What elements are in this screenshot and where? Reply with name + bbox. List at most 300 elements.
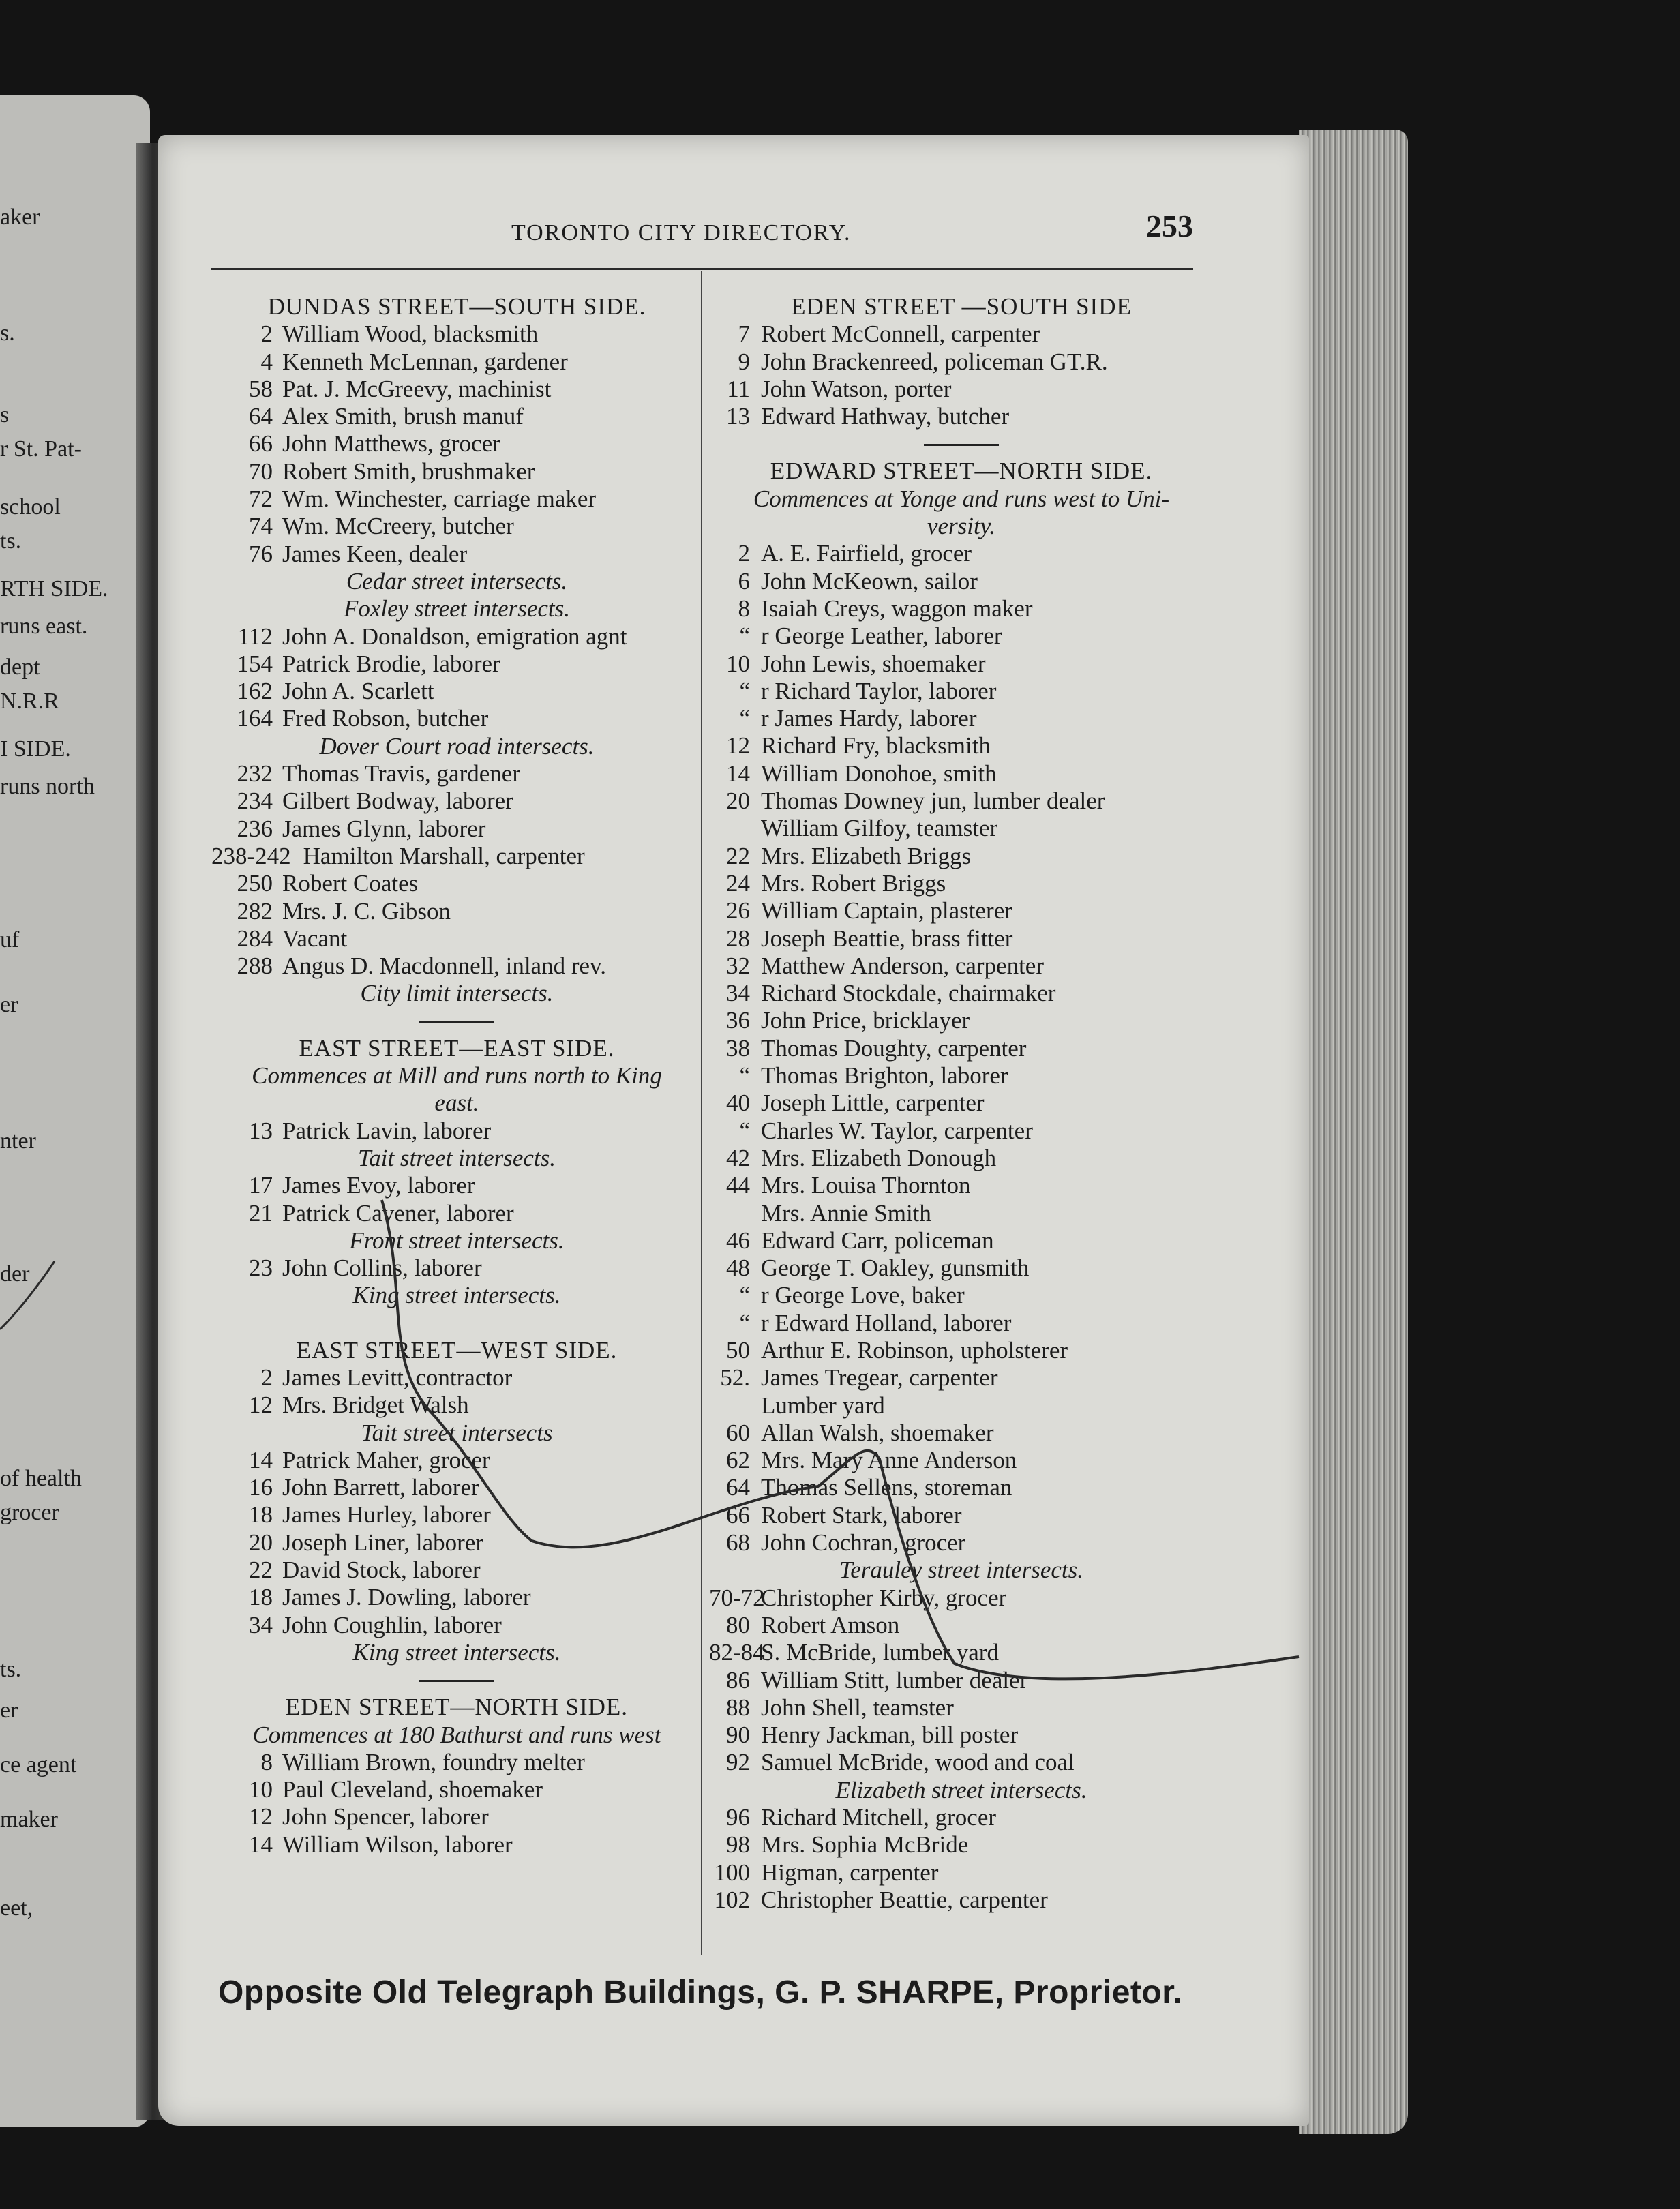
house-number: 12 [249,1803,273,1831]
house-number: 154 [237,650,273,677]
house-number: 90 [726,1722,750,1749]
resident-name: James Keen, dealer [282,540,468,567]
facing-page-fragment: maker [0,1807,58,1832]
directory-entry [709,540,1214,567]
resident-name: Mrs. Annie Smith [761,1199,931,1227]
house-number: 24 [726,869,750,897]
house-number: 2 [260,1364,273,1391]
directory-entry [709,1804,1214,1831]
resident-name: William Gilfoy, teamster [761,815,998,842]
resident-name: John Coughlin, laborer [282,1611,502,1638]
resident-name: Fred Robson, butcher [282,705,489,732]
house-number: 46 [726,1227,750,1254]
resident-name: Mrs. Mary Anne Anderson [761,1447,1017,1474]
directory-entry [211,485,702,513]
resident-name: John Watson, porter [761,375,952,402]
directory-entry [211,1557,702,1584]
resident-name: William Captain, plasterer [761,897,1012,925]
directory-entry [709,1364,1214,1392]
directory-entry [211,1612,702,1639]
resident-name: Mrs. Elizabeth Briggs [761,842,972,869]
facing-page-fragment: ts. [0,528,22,554]
resident-name: Richard Mitchell, grocer [761,1804,997,1831]
directory-entry [709,1859,1214,1887]
resident-name: James Glynn, laborer [282,815,486,842]
directory-entry [211,1364,702,1392]
directory-entry [709,1090,1214,1117]
directory-entry [709,1007,1214,1034]
directory-entry [211,1831,702,1859]
directory-entry [709,1200,1214,1227]
house-number: 74 [249,513,273,540]
house-number: 36 [726,1007,750,1034]
house-number: 14 [249,1831,273,1858]
house-number: 82-84 [709,1639,765,1666]
house-number: 282 [237,897,273,925]
running-title: TORONTO CITY DIRECTORY. [511,220,852,245]
intersection-note: King street intersects. [352,1282,561,1309]
resident-name: John Brackenreed, policeman GT.R. [761,348,1108,375]
house-number: 10 [726,650,750,677]
resident-name: William Brown, foundry melter [282,1748,585,1775]
directory-entry [709,1337,1214,1364]
house-number: 22 [726,842,750,869]
resident-name: David Stock, laborer [282,1557,481,1584]
house-number: 64 [249,403,273,430]
directory-entry [709,843,1214,870]
directory-entry [211,458,702,485]
directory-entry [709,1722,1214,1749]
directory-entry [709,705,1214,732]
intersection-note: Dover Court road intersects. [319,732,595,760]
house-number: 4 [260,348,273,375]
intersection-note: Commences at Mill and runs north to King [252,1062,662,1090]
resident-name: Richard Fry, blacksmith [761,732,991,760]
resident-name: r George Love, baker [761,1282,965,1309]
directory-entry [709,897,1214,925]
directory-entry [211,1172,702,1199]
directory-entry [709,1831,1214,1859]
directory-entry [211,376,702,403]
intersection-note: Elizabeth street intersects. [835,1776,1088,1803]
resident-name: S. McBride, lumber yard [761,1639,999,1666]
resident-name: Christopher Kirby, grocer [761,1584,1007,1611]
facing-page-fragment: aker [0,205,40,230]
house-number: 14 [249,1446,273,1473]
directory-entry [709,1227,1214,1254]
resident-name: James Evoy, laborer [282,1172,475,1199]
directory-entry [211,678,702,705]
directory-entry [709,1667,1214,1694]
resident-name: Hamilton Marshall, carpenter [303,842,585,869]
house-number: 28 [726,925,750,952]
resident-name: Higman, carpenter [761,1859,939,1886]
house-number: 70-72 [709,1584,765,1611]
resident-name: James J. Dowling, laborer [282,1584,531,1611]
resident-name: Mrs. Sophia McBride [761,1831,969,1859]
house-number: 66 [726,1501,750,1529]
house-number: 12 [726,732,750,760]
house-number: 70 [249,457,273,485]
intersection-note: Terauley street intersects. [839,1557,1084,1584]
directory-entry [211,843,702,870]
directory-entry [211,1200,702,1227]
house-number: 10 [249,1776,273,1803]
resident-name: Angus D. Macdonnell, inland rev. [282,952,606,980]
house-number: 80 [726,1611,750,1638]
spacer [211,1310,702,1337]
house-number: 42 [726,1144,750,1171]
resident-name: John Collins, laborer [282,1254,482,1282]
house-number: 20 [726,787,750,815]
resident-name: Thomas Downey jun, lumber dealer [761,787,1105,815]
directory-entry [709,732,1214,760]
street-heading: EDEN STREET—NORTH SIDE. [285,1694,629,1721]
resident-name: r Edward Holland, laborer [761,1309,1012,1336]
house-number: “ [739,677,750,704]
directory-entry [709,1887,1214,1914]
directory-entry [211,430,702,457]
house-number: “ [739,1062,750,1090]
house-number: 26 [726,897,750,925]
resident-name: Henry Jackman, bill poster [761,1722,1019,1749]
house-number: 11 [727,375,750,402]
house-number: “ [739,622,750,650]
house-number: 18 [249,1584,273,1611]
directory-entry [709,1694,1214,1722]
resident-name: Mrs. Louisa Thornton [761,1172,971,1199]
house-number: 284 [237,925,273,952]
house-number: 234 [237,787,273,815]
facing-page-fragment: runs north [0,774,95,799]
directory-entry [709,1419,1214,1447]
intersection-note: Tait street intersects [361,1419,553,1446]
intersection-note: Commences at 180 Bathurst and runs west [252,1721,661,1748]
house-number: 288 [237,952,273,980]
house-number: 250 [237,870,273,897]
resident-name: John Spencer, laborer [282,1803,489,1831]
house-number: 88 [726,1694,750,1721]
resident-name: George T. Oakley, gunsmith [761,1254,1030,1282]
directory-entry [211,320,702,348]
resident-name: Christopher Beattie, carpenter [761,1886,1048,1913]
directory-entry [211,760,702,787]
resident-name: r James Hardy, laborer [761,705,977,732]
resident-name: Edward Carr, policeman [761,1227,994,1254]
house-number: 38 [726,1034,750,1062]
house-number: “ [739,705,750,732]
house-number: 52. [720,1364,750,1392]
facing-page-text [0,95,143,2127]
directory-entry [211,1474,702,1501]
facing-page-fragment: school [0,494,61,520]
resident-name: Robert Smith, brushmaker [282,457,535,485]
directory-entry [211,898,702,925]
facing-page-fragment: s. [0,320,15,346]
directory-entry [211,1529,702,1557]
resident-name: John Cochran, grocer [761,1529,966,1557]
facing-page-fragment: of health [0,1466,82,1491]
directory-entry [709,815,1214,842]
resident-name: Patrick Maher, grocer [282,1446,490,1473]
facing-page-fragment: ce agent [0,1752,77,1777]
directory-entry [709,348,1214,376]
directory-entry [211,1776,702,1803]
directory-entry [211,925,702,952]
facing-page-fragment: N.R.R [0,689,59,714]
house-number: 22 [249,1557,273,1584]
house-number: 236 [237,815,273,842]
street-heading: DUNDAS STREET—SOUTH SIDE. [267,293,646,320]
house-number: 232 [237,760,273,787]
resident-name: Patrick Cavener, laborer [282,1199,514,1227]
house-number: 112 [237,622,273,650]
intersection-note: Commences at Yonge and runs west to Uni- [753,485,1170,512]
resident-name: Paul Cleveland, shoemaker [282,1776,543,1803]
house-number: 98 [726,1831,750,1859]
intersection-note: Tait street intersects. [357,1144,556,1171]
house-number: 8 [738,595,750,622]
resident-name: Allan Walsh, shoemaker [761,1419,994,1446]
resident-name: John A. Scarlett [282,678,434,705]
street-heading: EDWARD STREET—NORTH SIDE. [770,457,1153,485]
house-number: 68 [726,1529,750,1557]
directory-entry [709,622,1214,650]
resident-name: Thomas Sellens, storeman [761,1474,1012,1501]
directory-entry [211,1392,702,1419]
house-number: “ [739,1282,750,1309]
directory-entry [211,403,702,430]
intersection-note: Cedar street intersects. [346,567,568,595]
house-number: “ [739,1309,750,1336]
directory-entry [709,1310,1214,1337]
facing-page-fragment: ts. [0,1657,22,1682]
resident-name: Lumber yard [761,1392,885,1419]
resident-name: William Stitt, lumber dealer [761,1666,1028,1694]
street-heading: EAST STREET—WEST SIDE. [296,1336,618,1364]
directory-entry [211,1447,702,1474]
directory-entry [211,348,702,376]
house-number: 64 [726,1474,750,1501]
directory-entry [211,1254,702,1282]
page-number: 253 [1146,209,1193,243]
resident-name: William Wilson, laborer [282,1831,513,1858]
house-number: 12 [249,1392,273,1419]
resident-name: r Richard Taylor, laborer [761,677,997,704]
house-number: 23 [249,1254,273,1282]
directory-entry [709,320,1214,348]
page-header [211,208,1193,262]
facing-page-fragment: s [0,402,10,427]
facing-page-fragment: der [0,1261,30,1287]
directory-entry [709,1392,1214,1419]
resident-name: John Barrett, laborer [282,1474,479,1501]
directory-entry [709,1502,1214,1529]
directory-entry [211,787,702,815]
house-number: 9 [738,348,750,375]
directory-entry [709,1584,1214,1612]
house-number: 17 [249,1172,273,1199]
house-number: 96 [726,1804,750,1831]
resident-name: Robert McConnell, carpenter [761,320,1040,348]
directory-entry [709,925,1214,952]
resident-name: Matthew Anderson, carpenter [761,952,1044,979]
intersection-note: versity. [927,513,996,540]
resident-name: Thomas Brighton, laborer [761,1062,1008,1090]
directory-entry [211,1749,702,1776]
directory-entry [709,952,1214,980]
house-number: 72 [249,485,273,513]
intersection-note: Foxley street intersects. [343,595,571,622]
resident-name: Samuel McBride, wood and coal [761,1749,1075,1776]
house-number: 20 [249,1529,273,1556]
house-number: 238-242 [211,842,291,869]
house-number: 14 [726,760,750,787]
resident-name: Kenneth McLennan, gardener [282,348,568,375]
resident-name: Vacant [282,925,348,952]
house-number: 21 [249,1199,273,1227]
directory-entry [211,1803,702,1831]
resident-name: Thomas Doughty, carpenter [761,1034,1027,1062]
house-number: 100 [714,1859,750,1886]
right-column [709,293,1214,1914]
facing-page-fragment: eet, [0,1895,33,1921]
house-number: 162 [237,678,273,705]
left-column [211,293,702,1859]
resident-name: Mrs. Robert Briggs [761,869,946,897]
facing-page-fragment: er [0,992,18,1017]
directory-entry [709,1282,1214,1309]
resident-name: Joseph Beattie, brass fitter [761,925,1013,952]
directory-entry [211,623,702,650]
intersection-note: City limit intersects. [360,980,554,1007]
directory-entry [709,376,1214,403]
directory-entry [709,1447,1214,1474]
resident-name: James Hurley, laborer [282,1501,491,1529]
section-rule [211,1008,702,1035]
house-number: 66 [249,430,273,457]
house-number: 8 [260,1748,273,1775]
directory-entry [709,650,1214,678]
resident-name: Patrick Brodie, laborer [282,650,500,677]
directory-entry [211,650,702,678]
directory-entry [211,1501,702,1529]
resident-name: Charles W. Taylor, carpenter [761,1117,1033,1144]
house-number: 7 [738,320,750,348]
resident-name: Mrs. Bridget Walsh [282,1392,469,1419]
section-rule [709,430,1214,457]
house-number: 34 [249,1611,273,1638]
footer-advertisement: Opposite Old Telegraph Buildings, G. P. SHARPE, Proprietor. [218,1974,1183,2011]
resident-name: William Donohoe, smith [761,760,997,787]
directory-entry [709,870,1214,897]
facing-page-fragment: runs east. [0,614,88,639]
resident-name: Robert Coates [282,870,419,897]
house-number: 62 [726,1447,750,1474]
directory-entry [709,1145,1214,1172]
directory-entry [709,760,1214,787]
resident-name: Patrick Lavin, laborer [282,1117,492,1144]
house-number: 2 [260,320,273,348]
resident-name: Wm. Winchester, carriage maker [282,485,597,513]
intersection-note: east. [434,1090,479,1117]
house-number: 6 [738,567,750,595]
house-number: 58 [249,375,273,402]
directory-entry [211,815,702,843]
street-heading: EAST STREET—EAST SIDE. [299,1034,615,1062]
resident-name: John McKeown, sailor [761,567,978,595]
resident-name: Wm. McCreery, butcher [282,513,514,540]
directory-entry [709,403,1214,430]
directory-entry [211,541,702,568]
intersection-note: Front street intersects. [349,1227,565,1254]
house-number: 50 [726,1336,750,1364]
house-number: 76 [249,540,273,567]
resident-name: Joseph Little, carpenter [761,1090,985,1117]
directory-entry [709,1474,1214,1501]
resident-name: James Tregear, carpenter [761,1364,998,1392]
house-number: 34 [726,980,750,1007]
house-number: 2 [738,540,750,567]
resident-name: Isaiah Creys, waggon maker [761,595,1033,622]
directory-entry [709,595,1214,622]
resident-name: r George Leather, laborer [761,622,1002,650]
facing-page-fragment: I SIDE. [0,736,71,762]
directory-entry [709,1035,1214,1062]
resident-name: Robert Stark, laborer [761,1501,962,1529]
directory-entry [211,870,702,897]
resident-name: Joseph Liner, laborer [282,1529,484,1556]
directory-entry [709,1117,1214,1145]
directory-entry [211,705,702,732]
facing-page-fragment: dept [0,655,40,680]
house-number: 18 [249,1501,273,1529]
directory-entry [709,1612,1214,1639]
house-number: 13 [249,1117,273,1144]
directory-entry [709,1254,1214,1282]
facing-page-fragment: r St. Pat- [0,436,82,462]
resident-name: John Shell, teamster [761,1694,954,1721]
directory-entry [211,1117,702,1145]
resident-name: A. E. Fairfield, grocer [761,540,972,567]
resident-name: Alex Smith, brush manuf [282,403,524,430]
facing-page-fragment: uf [0,927,20,952]
house-number: 48 [726,1254,750,1282]
house-number: 16 [249,1474,273,1501]
directory-entry [709,1749,1214,1776]
directory-entry [709,980,1214,1007]
resident-name: John Matthews, grocer [282,430,500,457]
house-number: 32 [726,952,750,979]
resident-name: Thomas Travis, gardener [282,760,520,787]
house-number: 60 [726,1419,750,1446]
directory-entry [709,1639,1214,1666]
resident-name: John A. Donaldson, emigration agnt [282,622,627,650]
facing-page-fragment: er [0,1698,18,1723]
resident-name: Arthur E. Robinson, upholsterer [761,1336,1068,1364]
facing-page-fragment: grocer [0,1500,59,1525]
house-number: 44 [726,1172,750,1199]
directory-entry [709,1172,1214,1199]
house-number: 102 [714,1886,750,1913]
directory-entry [211,1584,702,1611]
directory-entry [211,513,702,540]
resident-name: Robert Amson [761,1611,900,1638]
directory-entry [709,678,1214,705]
resident-name: Mrs. Elizabeth Donough [761,1144,997,1171]
house-number: 92 [726,1749,750,1776]
house-number: 40 [726,1090,750,1117]
